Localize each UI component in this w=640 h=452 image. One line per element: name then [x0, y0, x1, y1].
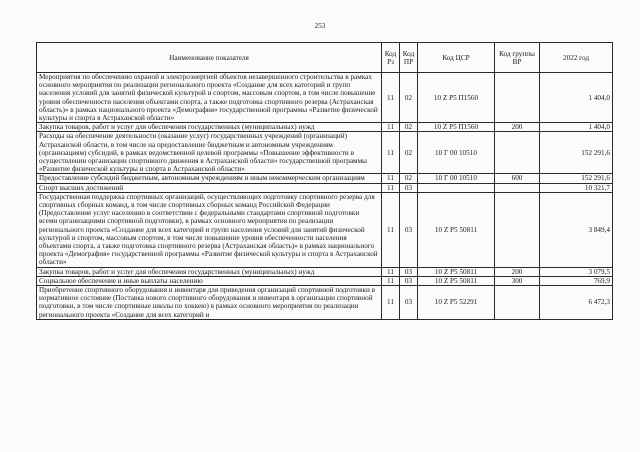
row-amount: 152 291,6 — [540, 132, 613, 174]
row-pr: 03 — [400, 276, 418, 285]
row-csr — [418, 183, 495, 192]
row-amount: 3 849,4 — [540, 192, 613, 267]
row-vr — [495, 192, 540, 267]
row-pr: 02 — [400, 132, 418, 174]
row-name: Предоставление субсидий бюджетным, автономным учреждениям и иным некоммерческим организациям — [37, 174, 382, 183]
row-pr: 03 — [400, 183, 418, 192]
row-pr: 03 — [400, 192, 418, 267]
row-rz: 11 — [382, 183, 400, 192]
row-name: Государственная поддержка спортивных организаций, осуществляющих подготовку спортивного резерва для спортивных сборных команд, в том числе спортивных сборных команд Российской Федерации (Предоставление услуг населению в соответствии с федеральными стандартами спортивной подготовки всеми организациями спортивной подготовки), в рамках основного мероприятия по реализации регионального проекта «Создание для всех категорий и групп населения условий для занятий физической культурой и спортом, массовым спортом, в том числе повышение уровня обеспеченности населения объектами спорта, а также подготовка спортивного резерва (Астраханская область)» в рамках национального проекта «Демография» государственной программы «Развитие физической культуры и спорта в Астраханской области» — [37, 192, 382, 267]
row-amount: 1 404,0 — [540, 123, 613, 132]
row-csr: 10 Z P5 50811 — [418, 276, 495, 285]
row-name: Закупка товаров, работ и услуг для обеспечения государственных (муниципальных) нужд — [37, 267, 382, 276]
table-header-row — [37, 43, 613, 73]
row-csr: 10 Z P5 П1560 — [418, 123, 495, 132]
header-name: Наименование показателя — [37, 43, 382, 73]
row-csr: 10 Z P5 50811 — [418, 267, 495, 276]
row-rz: 11 — [382, 276, 400, 285]
table-row — [37, 183, 613, 192]
row-pr: 02 — [400, 174, 418, 183]
row-vr — [495, 286, 540, 320]
page-number: 253 — [314, 22, 326, 30]
table-row — [37, 286, 613, 320]
row-amount: 769,9 — [540, 276, 613, 285]
row-name: Закупка товаров, работ и услуг для обеспечения государственных (муниципальных) нужд — [37, 123, 382, 132]
row-vr: 200 — [495, 267, 540, 276]
row-rz: 11 — [382, 123, 400, 132]
row-name: Мероприятия по обеспечению охраной и электроэнергией объектов незавершенного строительства в рамках основного мероприятия по реализации регионального проекта «Создание для всех категорий и групп населения условий для занятий физической культурой и спортом, массовым спортом, в том числе повышение уровня обеспеченности населения объектами спорта, а также подготовка спортивного резерва (Астраханская область)» в рамках национального проекта «Демография» государственной программы «Развитие физической культуры и спорта в Астраханской области» — [37, 73, 382, 123]
row-rz: 11 — [382, 286, 400, 320]
row-amount: 1 404,0 — [540, 73, 613, 123]
budget-table — [36, 42, 613, 320]
row-vr: 300 — [495, 276, 540, 285]
row-csr: 10 Г 00 10510 — [418, 174, 495, 183]
table-row — [37, 174, 613, 183]
table-row — [37, 132, 613, 174]
row-amount: 3 079,5 — [540, 267, 613, 276]
table-row — [37, 276, 613, 285]
row-name: Спорт высших достижений — [37, 183, 382, 192]
row-vr — [495, 73, 540, 123]
table-row — [37, 123, 613, 132]
row-rz: 11 — [382, 192, 400, 267]
row-vr — [495, 183, 540, 192]
row-csr: 10 Г 00 10510 — [418, 132, 495, 174]
row-rz: 11 — [382, 132, 400, 174]
header-pr: Код ПР — [400, 43, 418, 73]
row-rz: 11 — [382, 174, 400, 183]
row-name: Расходы на обеспечение деятельности (оказание услуг) государственных учреждений (организаций) Астраханской области, в том числе на предоставление бюджетным и автономным учреждениям (организациям) субсидий, в рамках ведомственной целевой программы «Повышение эффективности в осуществлении организации спортивного движения в Астраханской области» государственной программы «Развитие физической культуры и спорта в Астраханской области» — [37, 132, 382, 174]
header-csr: Код ЦСР — [418, 43, 495, 73]
table-row — [37, 73, 613, 123]
table-row — [37, 267, 613, 276]
row-csr: 10 Z P5 52291 — [418, 286, 495, 320]
row-pr: 02 — [400, 123, 418, 132]
row-rz: 11 — [382, 267, 400, 276]
row-vr: 600 — [495, 174, 540, 183]
row-name: Социальное обеспечение и иные выплаты населению — [37, 276, 382, 285]
row-pr: 03 — [400, 267, 418, 276]
table-row — [37, 192, 613, 267]
row-name: Приобретение спортивного оборудования и инвентаря для приведения организаций спортивной подготовки в нормативное состояние (Поставка нового спортивного оборудования и инвентаря в организации спортивной подготовки, в том числе спортивные школы по хоккею) в рамках основного мероприятия по реализации регионального проекта «Создание для всех категорий и — [37, 286, 382, 320]
row-amount: 10 321,7 — [540, 183, 613, 192]
row-csr: 10 Z P5 50811 — [418, 192, 495, 267]
row-pr: 03 — [400, 286, 418, 320]
header-vr: Код группы ВР — [495, 43, 540, 73]
row-csr: 10 Z P5 П1560 — [418, 73, 495, 123]
row-pr: 02 — [400, 73, 418, 123]
row-vr: 200 — [495, 123, 540, 132]
row-rz: 11 — [382, 73, 400, 123]
row-amount: 6 472,3 — [540, 286, 613, 320]
row-vr — [495, 132, 540, 174]
header-year: 2022 год — [540, 43, 613, 73]
header-rz: Код Рз — [382, 43, 400, 73]
row-amount: 152 291,6 — [540, 174, 613, 183]
